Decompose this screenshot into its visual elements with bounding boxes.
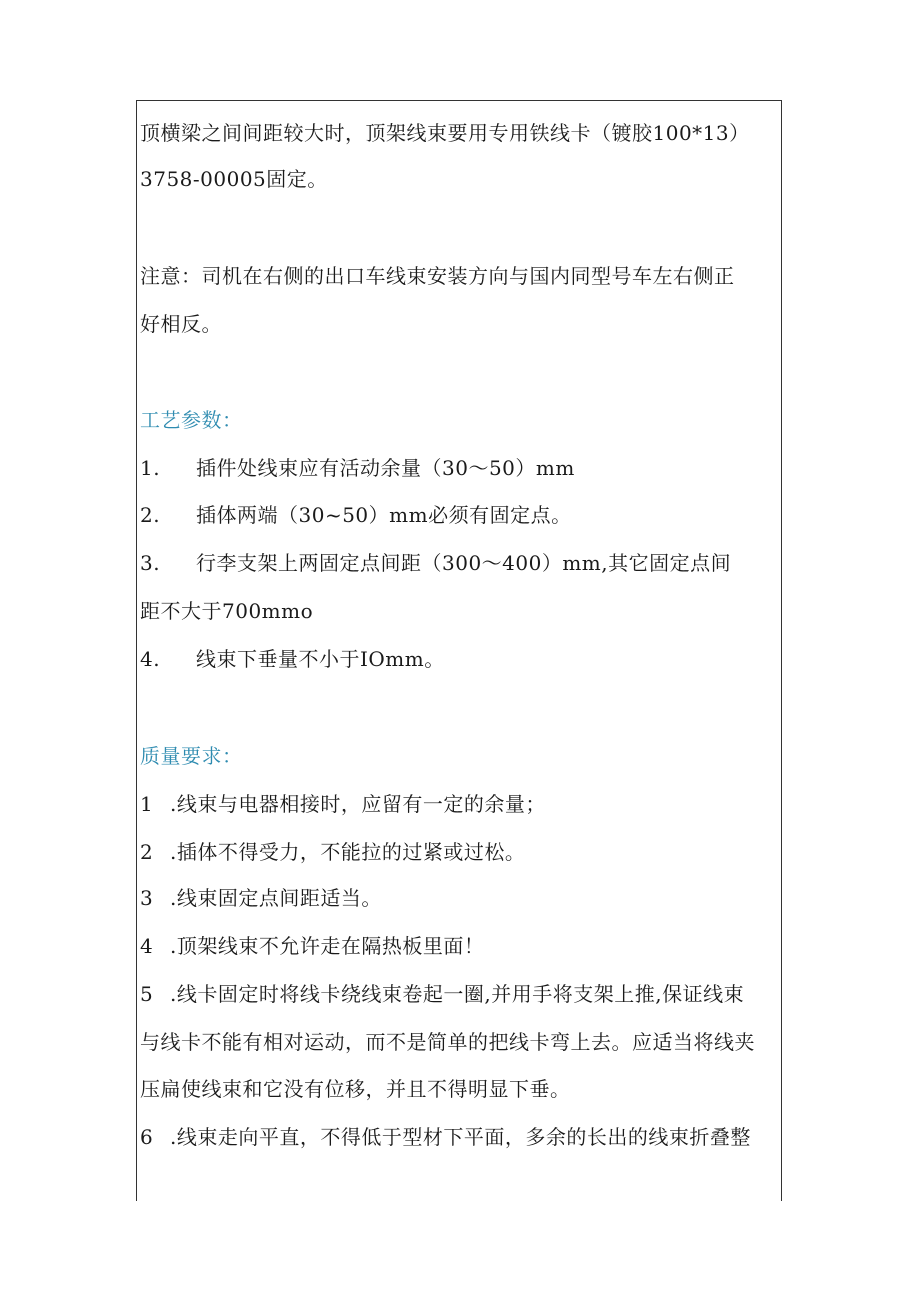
intro-line-2: 3758-00005固定。	[140, 167, 328, 191]
item-text: 插体两端（30~50）mm必须有固定点。	[196, 503, 572, 527]
quality-item	[140, 932, 484, 960]
item-number: 3	[140, 886, 154, 910]
note-line-1: 注意：司机在右侧的出口车线束安装方向与国内同型号车左右侧正	[140, 264, 735, 288]
item-number: 4	[140, 934, 154, 958]
quality-item	[140, 884, 382, 912]
quality-item	[140, 838, 525, 866]
quality-heading: 质量要求：	[140, 744, 243, 768]
item-text: .线束与电器相接时，应留有一定的余量；	[170, 792, 546, 816]
quality-item-continuation: 与线卡不能有相对运动，而不是简单的把线卡弯上去。应适当将线夹	[140, 1030, 755, 1054]
note-line-2: 好相反。	[140, 312, 222, 336]
item-number: 4.	[140, 647, 161, 671]
intro-line-1: 顶横梁之间间距较大时，顶架线束要用专用铁线卡（镀胶100*13）	[140, 121, 750, 145]
item-number: 2	[140, 840, 154, 864]
item-text: 插件处线束应有活动余量（30～50）mm	[196, 456, 575, 480]
item-text: .线卡固定时将线卡绕线束卷起一圈,并用手将支架上推,保证线束	[170, 982, 745, 1006]
item-text: .线束固定点间距适当。	[170, 886, 382, 910]
quality-item	[140, 790, 546, 818]
item-number: 6	[140, 1125, 154, 1149]
item-number: 3.	[140, 551, 161, 575]
quality-item	[140, 980, 744, 1008]
item-number: 5	[140, 982, 154, 1006]
item-text: .线束走向平直，不得低于型材下平面，多余的长出的线束折叠整	[170, 1125, 751, 1149]
process-param-item	[140, 549, 731, 577]
process-params-heading: 工艺参数：	[140, 408, 243, 432]
item-number: 1	[140, 792, 154, 816]
process-param-item	[140, 501, 572, 529]
process-param-item	[140, 454, 575, 482]
quality-item-continuation: 压扁使线束和它没有位移，并且不得明显下垂。	[140, 1077, 571, 1101]
quality-item	[140, 1123, 751, 1151]
process-param-item	[140, 645, 445, 673]
item-text: .插体不得受力，不能拉的过紧或过松。	[170, 840, 526, 864]
item-text: 线束下垂量不小于IOmm。	[196, 647, 445, 671]
item-number: 2.	[140, 503, 161, 527]
process-param-item-continuation: 距不大于700mmo	[140, 599, 314, 623]
item-text: 行李支架上两固定点间距（300～400）mm,其它固定点间	[196, 551, 732, 575]
item-text: .顶架线束不允许走在隔热板里面！	[170, 934, 485, 958]
item-number: 1.	[140, 456, 161, 480]
